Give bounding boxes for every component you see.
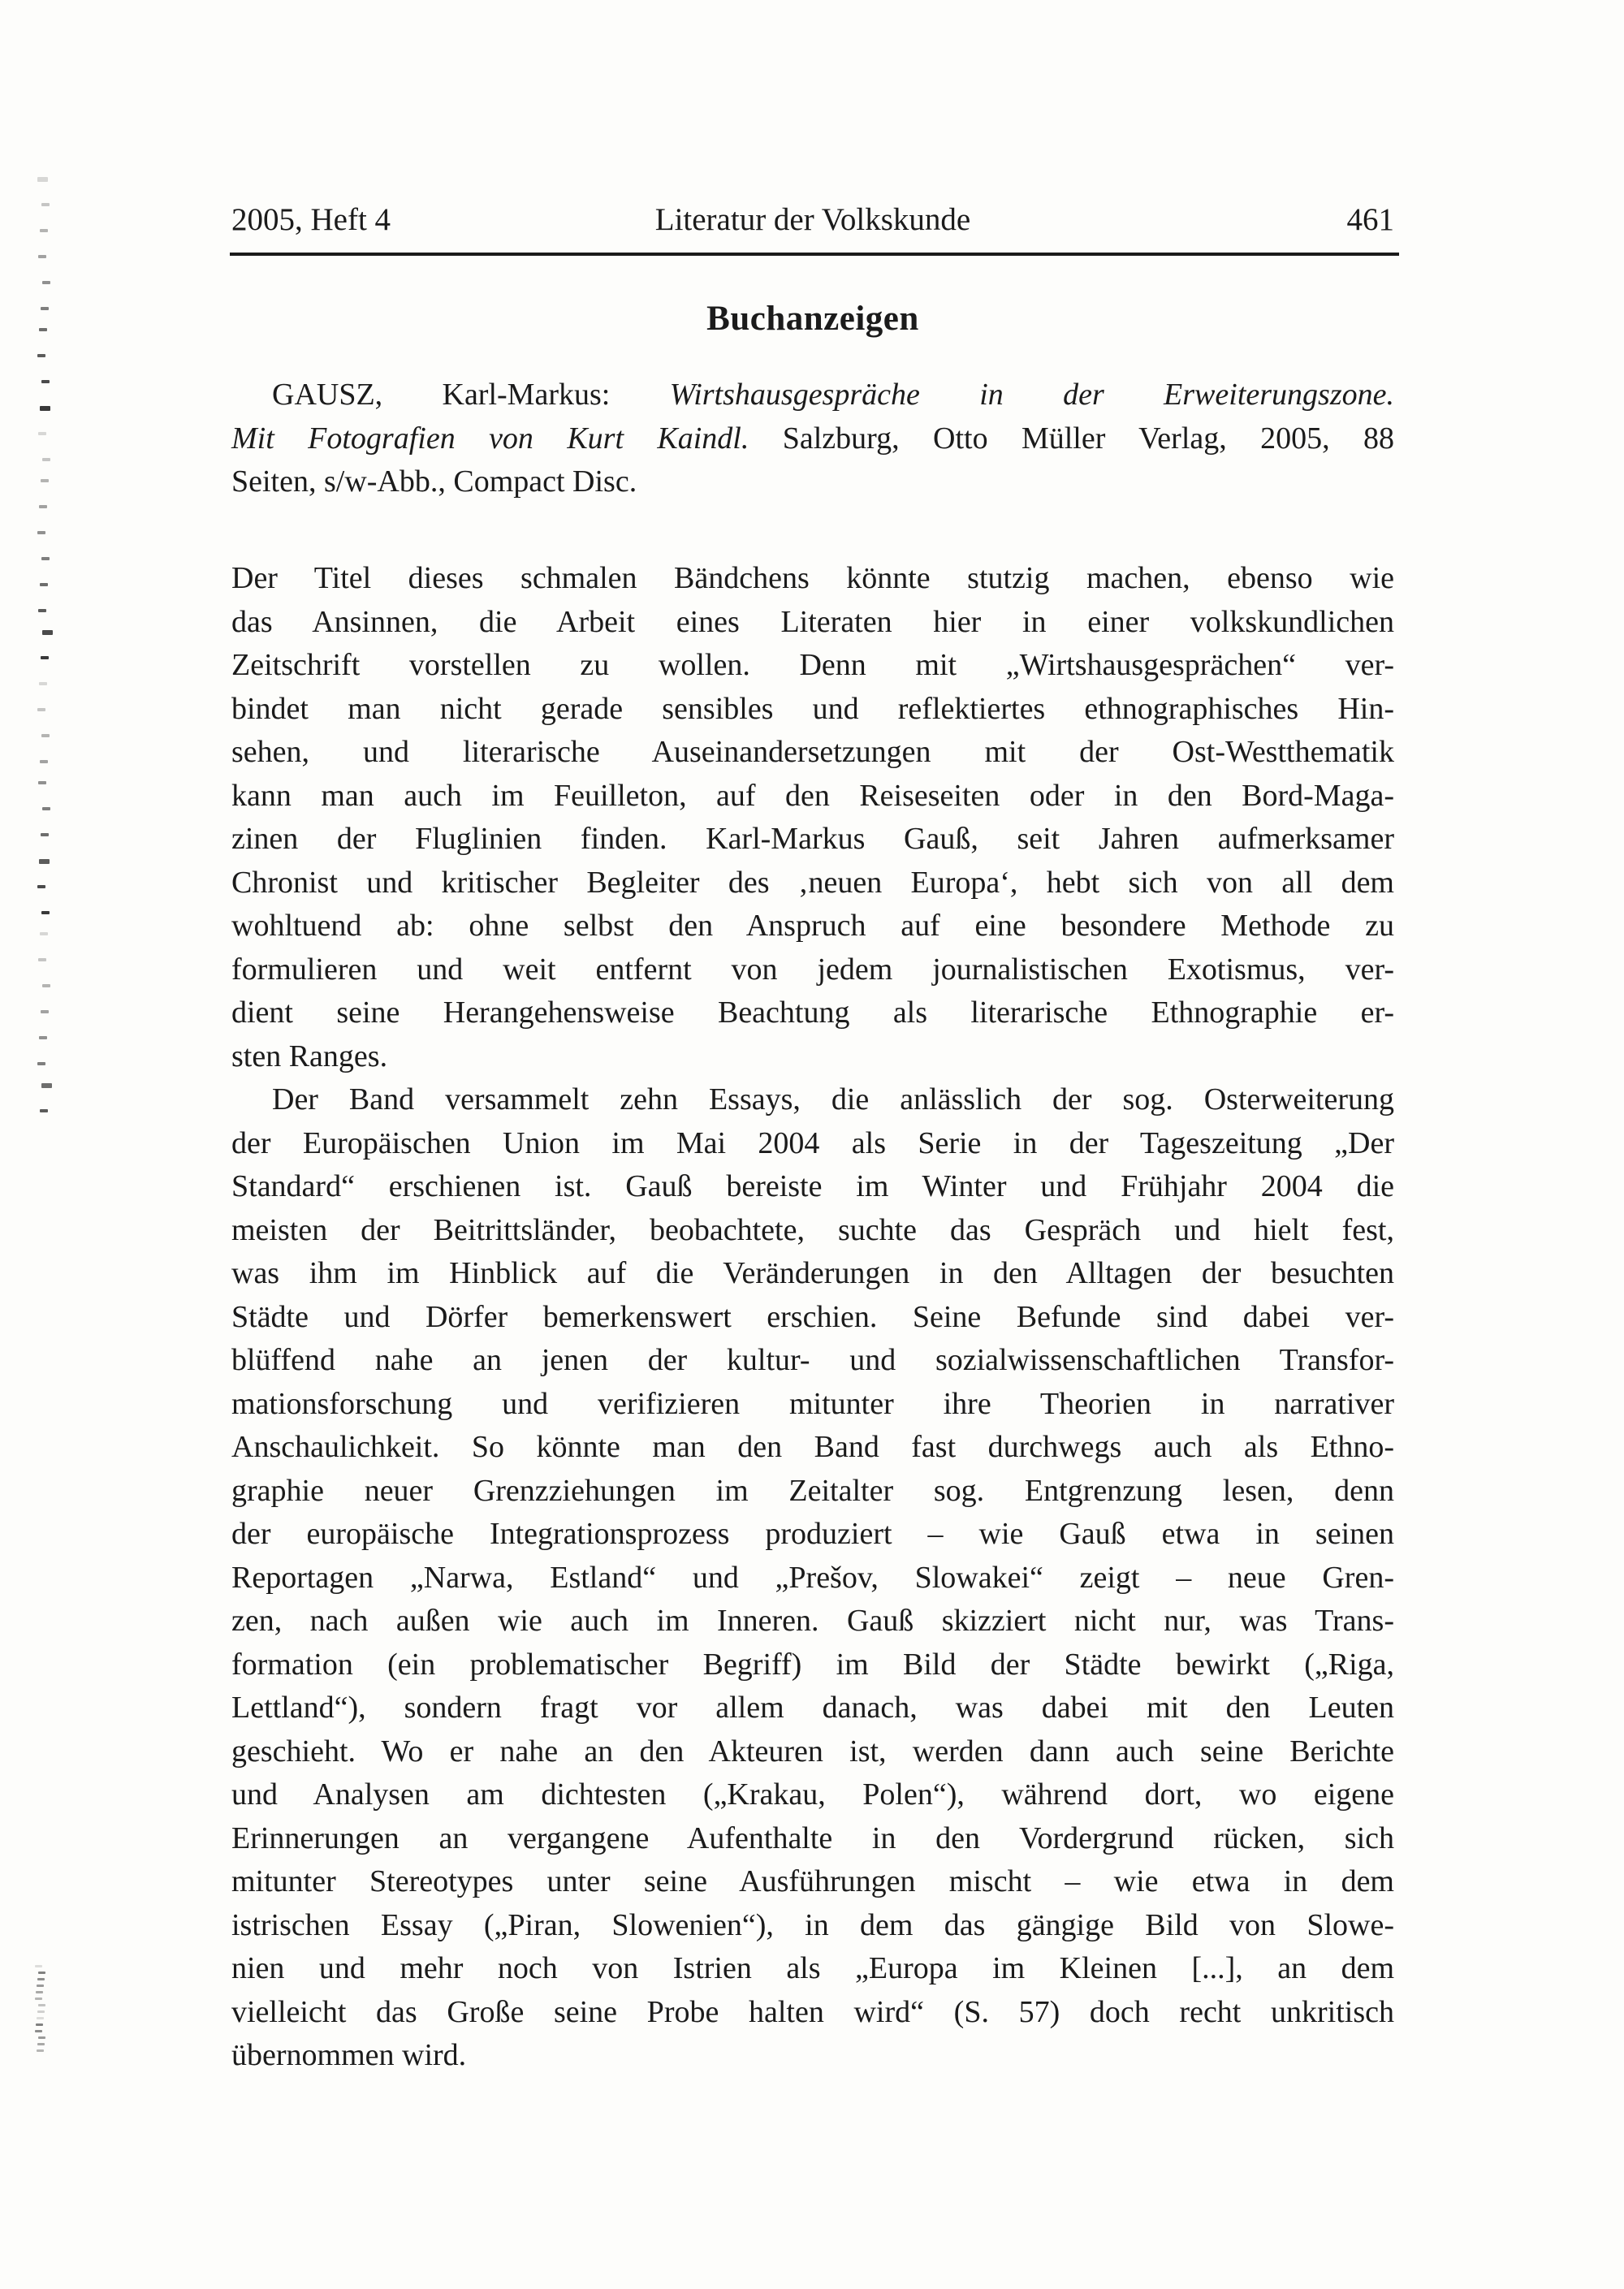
- scan-artifact-mark: [37, 2010, 45, 2013]
- scan-artifact-mark: [41, 1010, 49, 1013]
- text-line: Zeitschrift vorstellen zu wollen. Denn mit „Wirtshausgesprächen“ ver-: [231, 648, 1394, 682]
- text-line: vielleicht das Große seine Probe halten wird“ (S. 57) doch recht unkritisch: [231, 1994, 1394, 2029]
- scan-artifact-mark: [35, 1997, 42, 2000]
- text-line: Reportagen „Narwa, Estland“ und „Prešov, Slowakei“ zeigt – neue Gren-: [231, 1560, 1394, 1595]
- text-line: blüffend nahe an jenen der kultur- und sozialwissenschaftlichen Transfor-: [231, 1343, 1394, 1377]
- text-line: Chronist und kritischer Begleiter des ‚neuen Europa‘, hebt sich von all dem: [231, 865, 1394, 900]
- scan-artifact-mark: [37, 708, 45, 711]
- scan-artifact-mark: [39, 505, 47, 508]
- scan-artifact-mark: [37, 1985, 44, 1987]
- text-line: der europäische Integrationsprozess produziert – wie Gauß etwa in seinen: [231, 1517, 1394, 1551]
- header-issue: 2005, Heft 4: [231, 202, 391, 237]
- scan-artifact-mark: [39, 682, 47, 685]
- scan-artifact-mark: [40, 406, 50, 411]
- text-line: zen, nach außen wie auch im Inneren. Gauß skizziert nicht nur, was Trans-: [231, 1604, 1394, 1638]
- text-line: formulieren und weit entfernt von jedem journalistischen Exotismus, ver-: [231, 952, 1394, 987]
- scan-artifact-mark: [38, 2004, 45, 2006]
- scan-artifact-mark: [41, 479, 49, 482]
- text-line: sehen, und literarische Auseinandersetzungen mit der Ost-Westthematik: [231, 735, 1394, 769]
- scan-artifact-mark: [36, 1991, 43, 1993]
- scan-artifact-mark: [41, 911, 50, 914]
- scan-artifact-mark: [40, 229, 48, 232]
- scan-artifact-mark: [39, 1036, 47, 1039]
- scan-artifact-mark: [41, 1083, 52, 1088]
- scan-artifact-mark: [40, 760, 48, 763]
- text-line: mitunter Stereotypes unter seine Ausführungen mischt – wie etwa in dem: [231, 1864, 1394, 1898]
- text-line: mationsforschung und verifizieren mitunter ihre Theorien in narrativer: [231, 1386, 1394, 1421]
- text-line: formation (ein problematischer Begriff) im Bild der Städte bewirkt („Riga,: [231, 1647, 1394, 1682]
- scan-artifact-mark: [38, 958, 46, 961]
- paragraph: [231, 1078, 1394, 2078]
- scan-artifact-mark: [39, 328, 47, 331]
- scan-artifact-mark: [41, 380, 50, 383]
- text-line: Der Titel dieses schmalen Bändchens könnte stutzig machen, ebenso wie: [231, 561, 1394, 595]
- text-line: geschieht. Wo er nahe an den Akteuren ist, werden dann auch seine Berichte: [231, 1734, 1394, 1769]
- text-line: wohltuend ab: ohne selbst den Anspruch auf eine besondere Methode zu: [231, 909, 1394, 943]
- scan-artifact-mark: [37, 885, 45, 888]
- book-citation: [231, 374, 1394, 504]
- text-line: dient seine Herangehensweise Beachtung als literarische Ethnographie er-: [231, 995, 1394, 1030]
- scan-artifact-mark: [37, 2017, 44, 2019]
- scan-artifact-mark: [35, 1965, 42, 1967]
- citation-text: GAUSZ, Karl-Markus:: [272, 378, 670, 412]
- page-header: [231, 201, 1394, 240]
- text-line: übernommen wird.: [231, 2038, 467, 2072]
- text-line: [231, 417, 1394, 461]
- text-line: Der Band versammelt zehn Essays, die anlässlich der sog. Osterweiterung: [272, 1082, 1394, 1116]
- scan-artifact-mark: [37, 354, 45, 357]
- citation-text: Seiten, s/w-Abb., Compact Disc.: [231, 464, 637, 499]
- scan-artifact-mark: [38, 609, 46, 612]
- text-line: istrischen Essay („Piran, Slowenien“), in dem das gängige Bild von Slowe-: [231, 1907, 1394, 1942]
- scan-artifact-mark: [37, 2049, 44, 2052]
- scan-artifact-mark: [40, 932, 48, 935]
- text-line: Anschaulichkeit. So könnte man den Band fast durchwegs auch als Ethno-: [231, 1430, 1394, 1464]
- text-line: Erinnerungen an vergangene Aufenthalte in den Vordergrund rücken, sich: [231, 1820, 1394, 1855]
- text-line: das Ansinnen, die Arbeit eines Literaten hier in einer volkskundlichen: [231, 604, 1394, 639]
- review-body: [231, 557, 1394, 2078]
- scan-artifact-mark: [42, 458, 50, 461]
- text-line: Standard“ erschienen ist. Gauß bereiste im Winter und Frühjahr 2004 die: [231, 1169, 1394, 1203]
- header-rule: [230, 253, 1399, 256]
- scan-artifact-mark: [38, 2036, 45, 2039]
- scan-artifact-mark: [38, 432, 46, 435]
- text-line: Städte und Dörfer bemerkenswert erschien. Seine Befunde sind dabei ver-: [231, 1299, 1394, 1334]
- text-line: Lettland“), sondern fragt vor allem danach, was dabei mit den Leuten: [231, 1691, 1394, 1725]
- scan-artifact-mark: [41, 203, 50, 206]
- citation-book-title: Wirtshausgespräche in der Erweiterungszone.: [669, 378, 1394, 412]
- text-line: und Analysen am dichtesten („Krakau, Polen“), während dort, wo eigene: [231, 1777, 1394, 1812]
- scan-artifact-mark: [37, 2043, 45, 2045]
- scan-artifact-mark: [41, 833, 49, 836]
- text-line: meisten der Beitrittsländer, beobachtete, suchte das Gespräch und hielt fest,: [231, 1212, 1394, 1247]
- scan-artifact-mark: [40, 583, 48, 586]
- scan-artifact-mark: [41, 557, 50, 560]
- scan-artifact-mark: [40, 1109, 48, 1112]
- scan-artifact-mark: [38, 255, 46, 258]
- text-line: [231, 374, 1394, 417]
- scan-artifact-mark: [38, 781, 46, 784]
- scan-artifact-mark: [37, 1978, 45, 1980]
- scan-artifact-mark: [37, 1062, 45, 1065]
- scan-artifact-mark: [42, 630, 53, 635]
- scan-artifact-mark: [37, 177, 48, 182]
- scan-artifact-mark: [39, 859, 50, 864]
- section-title: Buchanzeigen: [706, 300, 919, 338]
- scan-artifact-mark: [41, 734, 50, 737]
- text-line: was ihm im Hinblick auf die Veränderungen in den Alltagen der besuchten: [231, 1256, 1394, 1290]
- scan-artifact-mark: [37, 531, 45, 534]
- scan-artifact-mark: [38, 1972, 45, 1974]
- citation-book-title: Mit Fotografien von Kurt Kaindl.: [231, 421, 749, 456]
- header-page-number: 461: [1346, 202, 1394, 237]
- scan-artifact-mark: [41, 656, 49, 659]
- header-journal-title: Literatur der Volkskunde: [654, 202, 971, 237]
- paragraph: [231, 557, 1394, 1078]
- text-line: bindet man nicht gerade sensibles und reflektiertes ethnographisches Hin-: [231, 691, 1394, 726]
- scan-artifact-mark: [36, 2023, 43, 2026]
- text-line: der Europäischen Union im Mai 2004 als Serie in der Tageszeitung „Der: [231, 1125, 1394, 1160]
- text-line: graphie neuer Grenzziehungen im Zeitalter sog. Entgrenzung lesen, denn: [231, 1473, 1394, 1508]
- text-line: sten Ranges.: [231, 1039, 388, 1073]
- text-line: [231, 460, 1394, 504]
- text-line: kann man auch im Feuilleton, auf den Reiseseiten oder in den Bord-Maga-: [231, 778, 1394, 813]
- text-line: nien und mehr noch von Istrien als „Europa im Kleinen [...], an dem: [231, 1951, 1394, 1985]
- scan-artifact-mark: [35, 2030, 42, 2032]
- scan-artifact-mark: [42, 807, 50, 810]
- scan-artifact-mark: [41, 307, 49, 310]
- citation-text: Salzburg, Otto Müller Verlag, 2005, 88: [749, 421, 1394, 456]
- scan-artifact-mark: [42, 984, 50, 987]
- text-line: zinen der Fluglinien finden. Karl-Markus Gauß, seit Jahren aufmerksamer: [231, 822, 1394, 856]
- scan-artifact-mark: [42, 281, 50, 284]
